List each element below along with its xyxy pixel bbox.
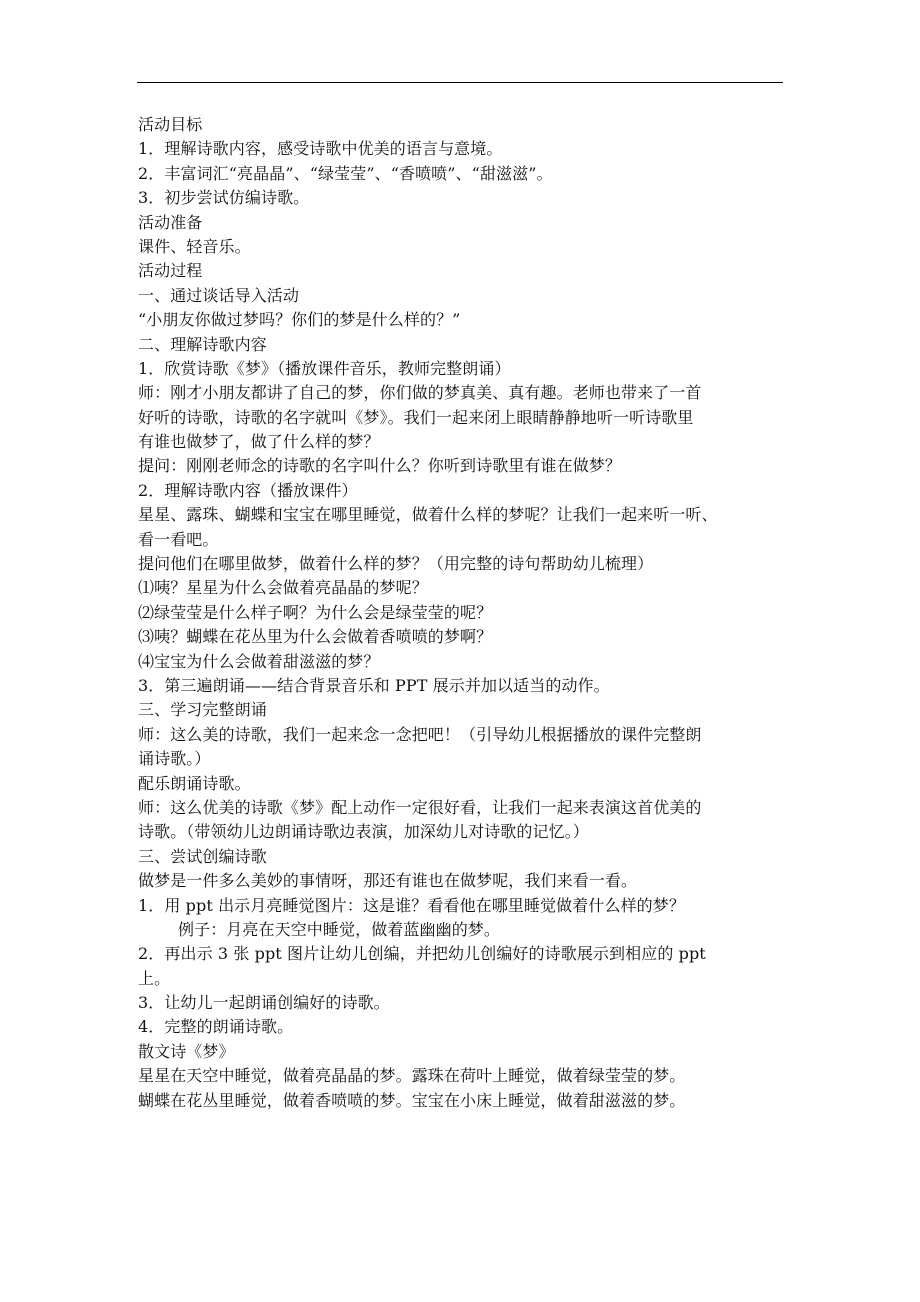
poem-title: 散文诗《梦》 <box>138 1041 235 1061</box>
poem-line: 星星在天空中睡觉，做着亮晶晶的梦。露珠在荷叶上睡觉，做着绿莹莹的梦。 <box>138 1066 686 1086</box>
process-step-4-heading: 三、尝试创编诗歌 <box>138 846 267 866</box>
paragraph-line: 2．再出示 3 张 ppt 图片让幼儿创编，并把幼儿创编好的诗歌展示到相应的 ppt <box>138 944 706 964</box>
paragraph-line: 师：这么优美的诗歌《梦》配上动作一定很好看，让我们一起来表演这首优美的 <box>138 797 702 817</box>
example-line: 例子：月亮在天空中睡觉，做着蓝幽幽的梦。 <box>178 919 501 939</box>
preparation-text: 课件、轻音乐。 <box>138 236 251 256</box>
section-heading-goals: 活动目标 <box>138 115 203 134</box>
section-heading-process: 活动过程 <box>138 261 203 281</box>
goal-item-1: 1．理解诗歌内容，感受诗歌中优美的语言与意境。 <box>138 139 503 159</box>
paragraph-line: “小朋友你做过梦吗？你们的梦是什么样的？” <box>138 310 461 330</box>
header-rule <box>137 82 783 83</box>
paragraph-line: 2．理解诗歌内容（播放课件） <box>138 480 358 500</box>
paragraph-line: 看一看吧。 <box>138 529 219 549</box>
question-item: ⑷宝宝为什么会做着甜滋滋的梦？ <box>138 651 380 671</box>
poem-line: 蝴蝶在花丛里睡觉，做着香喷喷的梦。宝宝在小床上睡觉，做着甜滋滋的梦。 <box>138 1090 686 1110</box>
paragraph-line: 提问：刚刚老师念的诗歌的名字叫什么？你听到诗歌里有谁在做梦？ <box>138 456 622 476</box>
question-item: ⑵绿莹莹是什么样子啊？为什么会是绿莹莹的呢？ <box>138 602 493 622</box>
paragraph-line: 1．欣赏诗歌《梦》（播放课件音乐，教师完整朗诵） <box>138 358 511 378</box>
paragraph-line: 提问他们在哪里做梦，做着什么样的梦？（用完整的诗句帮助幼儿梳理） <box>138 554 654 574</box>
paragraph-line: 诗歌。（带领幼儿边朗诵诗歌边表演，加深幼儿对诗歌的记忆。） <box>138 822 589 842</box>
paragraph-line: 配乐朗诵诗歌。 <box>138 773 251 793</box>
paragraph-line: 师：刚才小朋友都讲了自己的梦，你们做的梦真美、真有趣。老师也带来了一首 <box>138 383 702 403</box>
paragraph-line: 星星、露珠、蝴蝶和宝宝在哪里睡觉，做着什么样的梦呢？让我们一起来听一听、 <box>138 505 718 525</box>
process-step-2-heading: 二、理解诗歌内容 <box>138 334 267 354</box>
goal-item-3: 3．初步尝试仿编诗歌。 <box>138 188 310 208</box>
paragraph-line: 好听的诗歌，诗歌的名字就叫《梦》。我们一起来闭上眼睛静静地听一听诗歌里 <box>138 407 694 427</box>
question-item: ⑶咦？蝴蝶在花丛里为什么会做着香喷喷的梦啊？ <box>138 627 493 647</box>
paragraph-line: 3．第三遍朗诵——结合背景音乐和 PPT 展示并加以适当的动作。 <box>138 675 610 695</box>
question-item: ⑴咦？星星为什么会做着亮晶晶的梦呢？ <box>138 578 428 598</box>
paragraph-line: 有谁也做梦了，做了什么样的梦？ <box>138 432 380 452</box>
goal-item-2: 2．丰富词汇“亮晶晶”、“绿莹莹”、“香喷喷”、“甜滋滋”。 <box>138 163 553 183</box>
paragraph-line: 诵诗歌。） <box>138 749 211 769</box>
document-body <box>138 113 788 1113</box>
paragraph-line: 4．完整的朗诵诗歌。 <box>138 1017 294 1037</box>
paragraph-line: 师：这么美的诗歌，我们一起来念一念把吧！（引导幼儿根据播放的课件完整朗 <box>138 724 702 744</box>
process-step-3-heading: 三、学习完整朗诵 <box>138 700 267 720</box>
process-step-1-heading: 一、通过谈话导入活动 <box>138 285 300 305</box>
paragraph-line: 3．让幼儿一起朗诵创编好的诗歌。 <box>138 993 390 1013</box>
paragraph-line: 做梦是一件多么美妙的事情呀，那还有谁也在做梦呢，我们来看一看。 <box>138 871 638 891</box>
paragraph-line: 上。 <box>138 968 171 988</box>
section-heading-preparation: 活动准备 <box>138 212 203 232</box>
paragraph-line: 1．用 ppt 出示月亮睡觉图片：这是谁？看看他在哪里睡觉做着什么样的梦？ <box>138 895 685 915</box>
